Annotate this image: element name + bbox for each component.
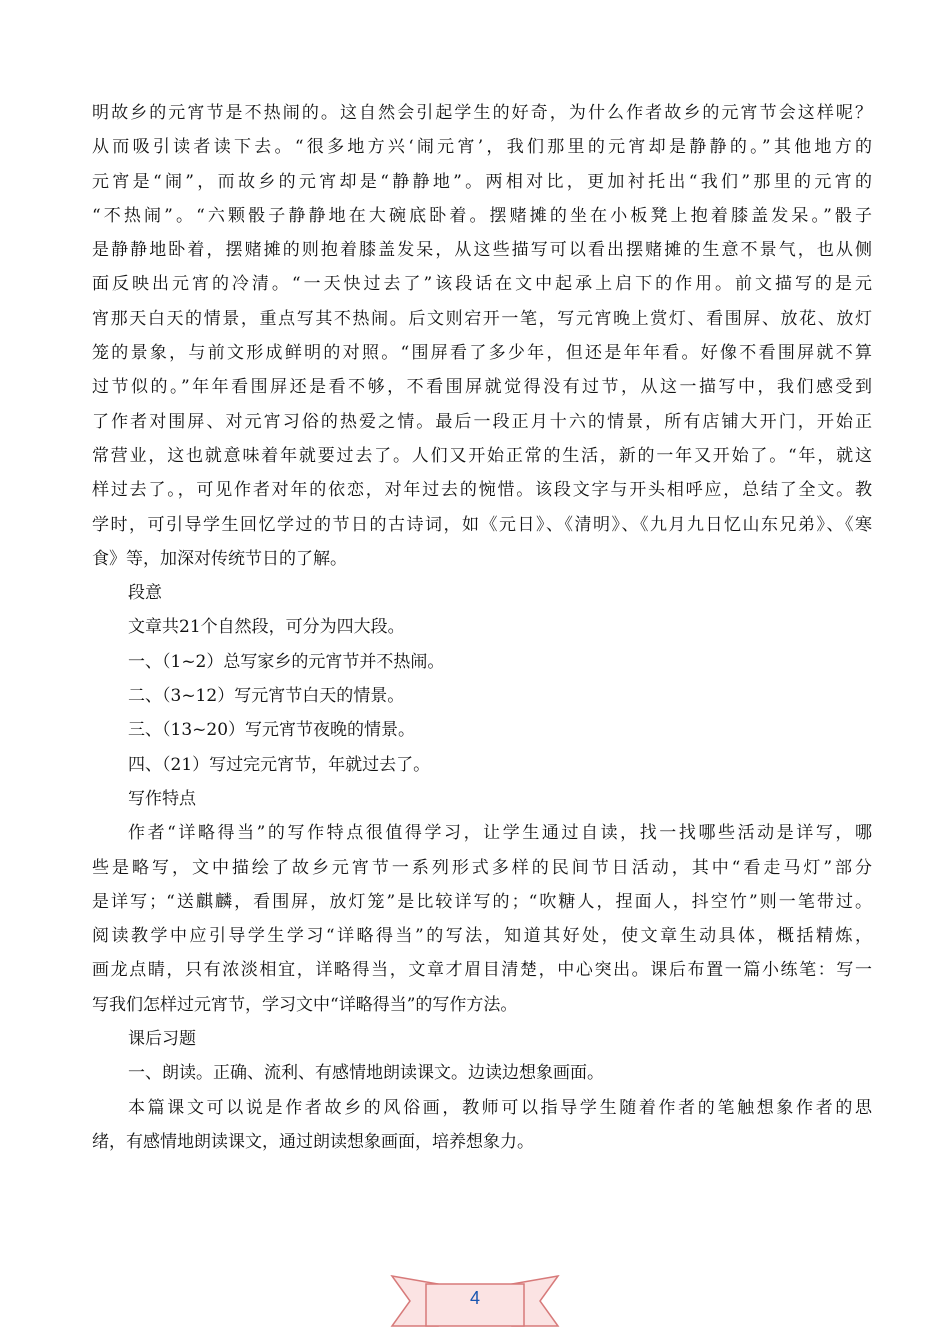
text-line: 学时，可引导学生回忆学过的节日的古诗词，如《元日》、《清明》、《九月九日忆山东兄弟》、《寒 (92, 514, 872, 535)
document-body (92, 96, 872, 1159)
text-line: 阅读教学中应引导学生学习“详略得当”的写法，知道其好处，使文章生动具体，概括精炼， (92, 926, 872, 947)
section-heading-kehouxiti: 课后习题 (128, 1029, 196, 1050)
section-heading-xiezuotedian: 写作特点 (128, 788, 196, 809)
text-line: 笼的景象，与前文形成鲜明的对照。“围屏看了多少年，但还是年年看。好像不看围屏就不算 (92, 343, 872, 364)
text-line: 本篇课文可以说是作者故乡的风俗画，教师可以指导学生随着作者的笔触想象作者的思 (128, 1097, 872, 1118)
text-line: 元宵是“闹”，而故乡的元宵却是“静静地”。两相对比，更加衬托出“我们”那里的元宵的 (92, 171, 872, 192)
section-heading-duanyi: 段意 (128, 583, 162, 604)
text-line: 是详写；“送麒麟，看围屏，放灯笼”是比较详写的；“吹糖人，捏面人，抖空竹”则一笔带过。 (92, 891, 872, 912)
text-line: 一、朗读。正确、流利、有感情地朗读课文。边读边想象画面。 (128, 1063, 604, 1084)
text-line: 了作者对围屏、对元宵习俗的热爱之情。最后一段正月十六的情景，所有店铺大开门，开始正 (92, 411, 872, 432)
text-line: 文章共21个自然段，可分为四大段。 (128, 617, 405, 638)
text-line: 些是略写，文中描绘了故乡元宵节一系列形式多样的民间节日活动，其中“看走马灯”部分 (92, 857, 872, 878)
list-item: 二、（3~12）写元宵节白天的情景。 (128, 686, 405, 707)
text-line: 过节似的。”年年看围屏还是看不够，不看围屏就觉得没有过节，从这一描写中，我们感受到 (92, 377, 872, 398)
text-line: 写我们怎样过元宵节，学习文中“详略得当”的写作方法。 (92, 994, 518, 1015)
text-line: 是静静地卧着，摆赌摊的则抱着膝盖发呆，从这些描写可以看出摆赌摊的生意不景气，也从侧 (92, 240, 872, 261)
text-line: 从而吸引读者读下去。“很多地方兴‘闹元宵’，我们那里的元宵却是静静的。”其他地方的 (92, 137, 872, 158)
page-number: 4 (469, 1288, 480, 1308)
text-line: 食》等，加深对传统节日的了解。 (92, 548, 347, 569)
list-item: 三、（13~20）写元宵节夜晚的情景。 (128, 720, 416, 741)
text-line: 宵那天白天的情景，重点写其不热闹。后文则宕开一笔，写元宵晚上赏灯、看围屏、放花、放灯 (92, 308, 872, 329)
list-item: 一、（1~2）总写家乡的元宵节并不热闹。 (128, 651, 445, 672)
text-line: “不热闹”。“六颗骰子静静地在大碗底卧着。摆赌摊的坐在小板凳上抱着膝盖发呆。”骰子 (92, 205, 872, 226)
text-line: 常营业，这也就意味着年就要过去了。人们又开始正常的生活，新的一年又开始了。“年，就这 (92, 445, 872, 466)
text-line: 面反映出元宵的冷清。“一天快过去了”该段话在文中起承上启下的作用。前文描写的是元 (92, 274, 872, 295)
text-line: 画龙点睛，只有浓淡相宜，详略得当，文章才眉目清楚，中心突出。课后布置一篇小练笔：写一 (92, 960, 872, 981)
text-line: 作者“详略得当”的写作特点很值得学习，让学生通过自读，找一找哪些活动是详写，哪 (128, 823, 872, 844)
text-line: 绪，有感情地朗读课文，通过朗读想象画面，培养想象力。 (92, 1131, 534, 1152)
list-item: 四、（21）写过完元宵节，年就过去了。 (128, 754, 431, 775)
text-line: 样过去了。，可见作者对年的依恋，对年过去的惋惜。该段文字与开头相呼应，总结了全文。教 (92, 480, 872, 501)
text-line: 明故乡的元宵节是不热闹的。这自然会引起学生的好奇，为什么作者故乡的元宵节会这样呢？ (92, 103, 872, 123)
